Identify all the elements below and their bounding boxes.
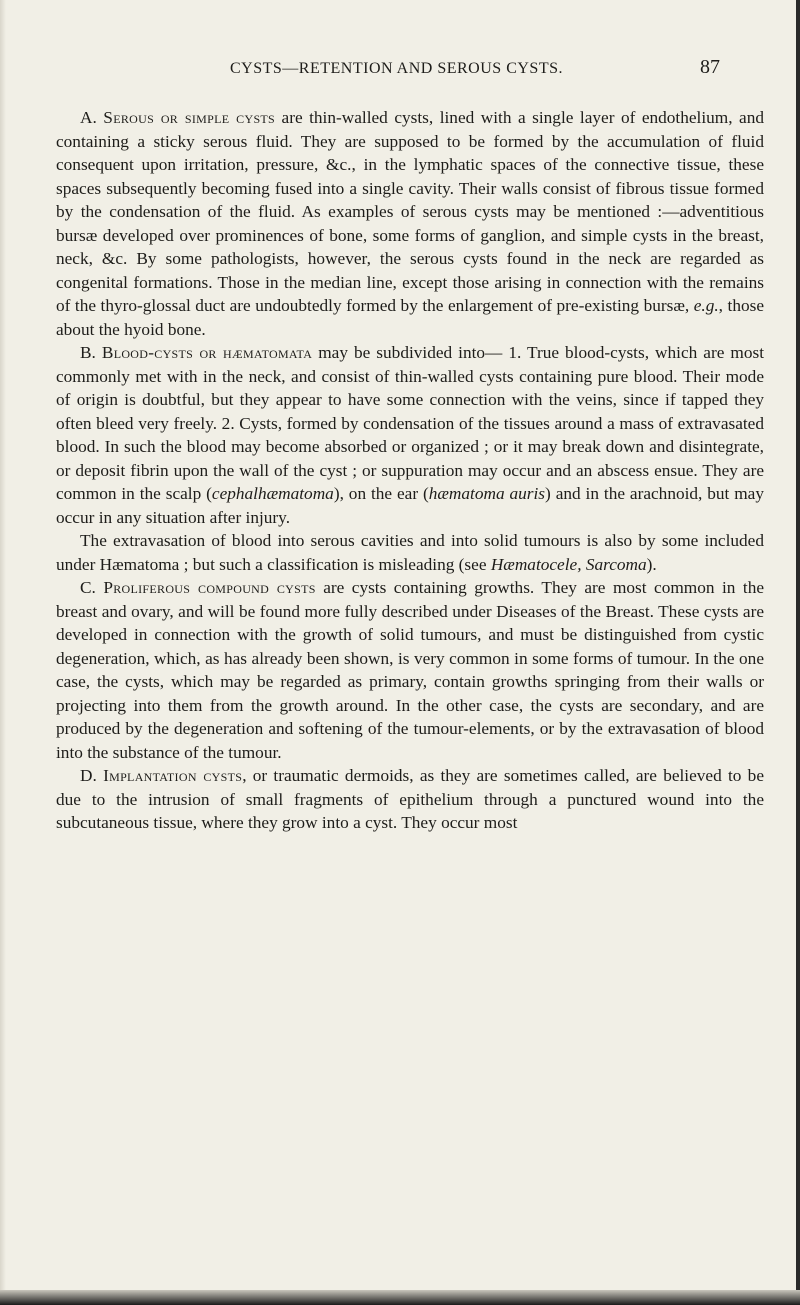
page-number: 87 xyxy=(700,56,720,78)
paragraph-text: ), on the ear ( xyxy=(333,484,429,503)
section-letter: D. xyxy=(80,766,104,785)
page-bottom-shadow xyxy=(0,1290,800,1305)
paragraph-text: are thin-walled cysts, lined with a single layer of endothelium, and containing a sticky serous fluid. They are supposed to be formed by the accumulation of fluid consequent upon irritation, pressure, &c., in the lymphatic spaces of the connective tissue, these spaces subsequently becoming fused into a single cavity. Their walls consist of fibrous tissue formed by the condensation of the fluid. As examples of serous cysts may be mentioned :—adventitious bursæ developed over prominences of bone, some forms of ganglion, and simple cysts in the breast, neck, &c. By some pathologists, however, the serous cysts found in the neck are regarded as congenital formations. Those in the median line, except those arising in connection with the remains of the thyro-glossal duct are undoubtedly formed by the enlargement of pre-existing bursæ, xyxy=(56,108,764,315)
paragraph-text: ) and in the arachnoid, but may occur in any situation after injury. xyxy=(56,484,764,527)
section-letter: C. xyxy=(80,578,104,597)
paragraph-implantation-cysts xyxy=(56,764,764,835)
paragraph-text: The extravasation of blood into serous cavities and into solid tumours is also by some included under Hæmatoma ; but such a classification is misleading (see xyxy=(56,531,764,574)
section-heading: Implantation cysts xyxy=(103,766,243,785)
body-text xyxy=(56,106,764,835)
paragraph-text: , those about the hyoid bone. xyxy=(56,296,764,339)
running-title: CYSTS—RETENTION AND SEROUS CYSTS. xyxy=(230,60,563,77)
section-heading: Proliferous compound cysts xyxy=(103,578,316,597)
paragraph-extravasation xyxy=(56,529,764,576)
italic-term: Hæmatocele, Sarcoma xyxy=(490,554,647,574)
page-edge-left xyxy=(0,0,6,1305)
paragraph-text: are cysts containing growths. They are most common in the breast and ovary, and will be found more fully described under Diseases of the Breast. These cysts are developed in connection with the growth of solid tumours, and must be distinguished from cystic degeneration, which, as has already been shown, is very common in some forms of tumour. In the one case, the cysts, which may be regarded as primary, contain growths springing from their walls or projecting into them from the growth around. In the other case, the cysts are secondary, and are produced by the degeneration and softening of the tumour-elements, or by the extravasation of blood into the substance of the tumour. xyxy=(56,578,765,762)
italic-term: e.g. xyxy=(693,296,719,315)
paragraph-serous-cysts xyxy=(56,106,764,341)
paragraph-proliferous-cysts xyxy=(56,576,764,764)
paragraph-text: may be subdivided into— 1. True blood-cysts, which are most commonly met with in the neck, and consist of thin-walled cysts containing pure blood. Their mode of origin is doubtful, but they appear to have some connection with the veins, since if tapped they often bleed very freely. 2. Cysts, formed by condensation of the tissues around a mass of extravasated blood. In such the blood may become absorbed or organized ; or it may break down and disintegrate, or deposit fibrin upon the wall of the cyst ; or suppuration may occur and an abscess ensue. They are common in the scalp ( xyxy=(56,343,765,503)
paragraph-blood-cysts xyxy=(56,341,764,529)
paragraph-text: , or traumatic dermoids, as they are sometimes called, are believed to be due to the intrusion of small fragments of epithelium through a punctured wound into the subcutaneous tissue, where they grow into a cyst. They occur most xyxy=(56,766,764,832)
page-edge-right xyxy=(796,0,800,1305)
italic-term: hæmatoma auris xyxy=(428,484,546,503)
section-heading: Blood-cysts or hæmatomata xyxy=(101,343,313,362)
section-letter: A. xyxy=(80,108,104,127)
running-head xyxy=(230,56,720,86)
section-heading: Serous or simple cysts xyxy=(103,108,276,127)
paragraph-text: ). xyxy=(646,554,657,574)
italic-term: cephalhæmatoma xyxy=(211,484,334,503)
section-letter: B. xyxy=(80,343,102,362)
